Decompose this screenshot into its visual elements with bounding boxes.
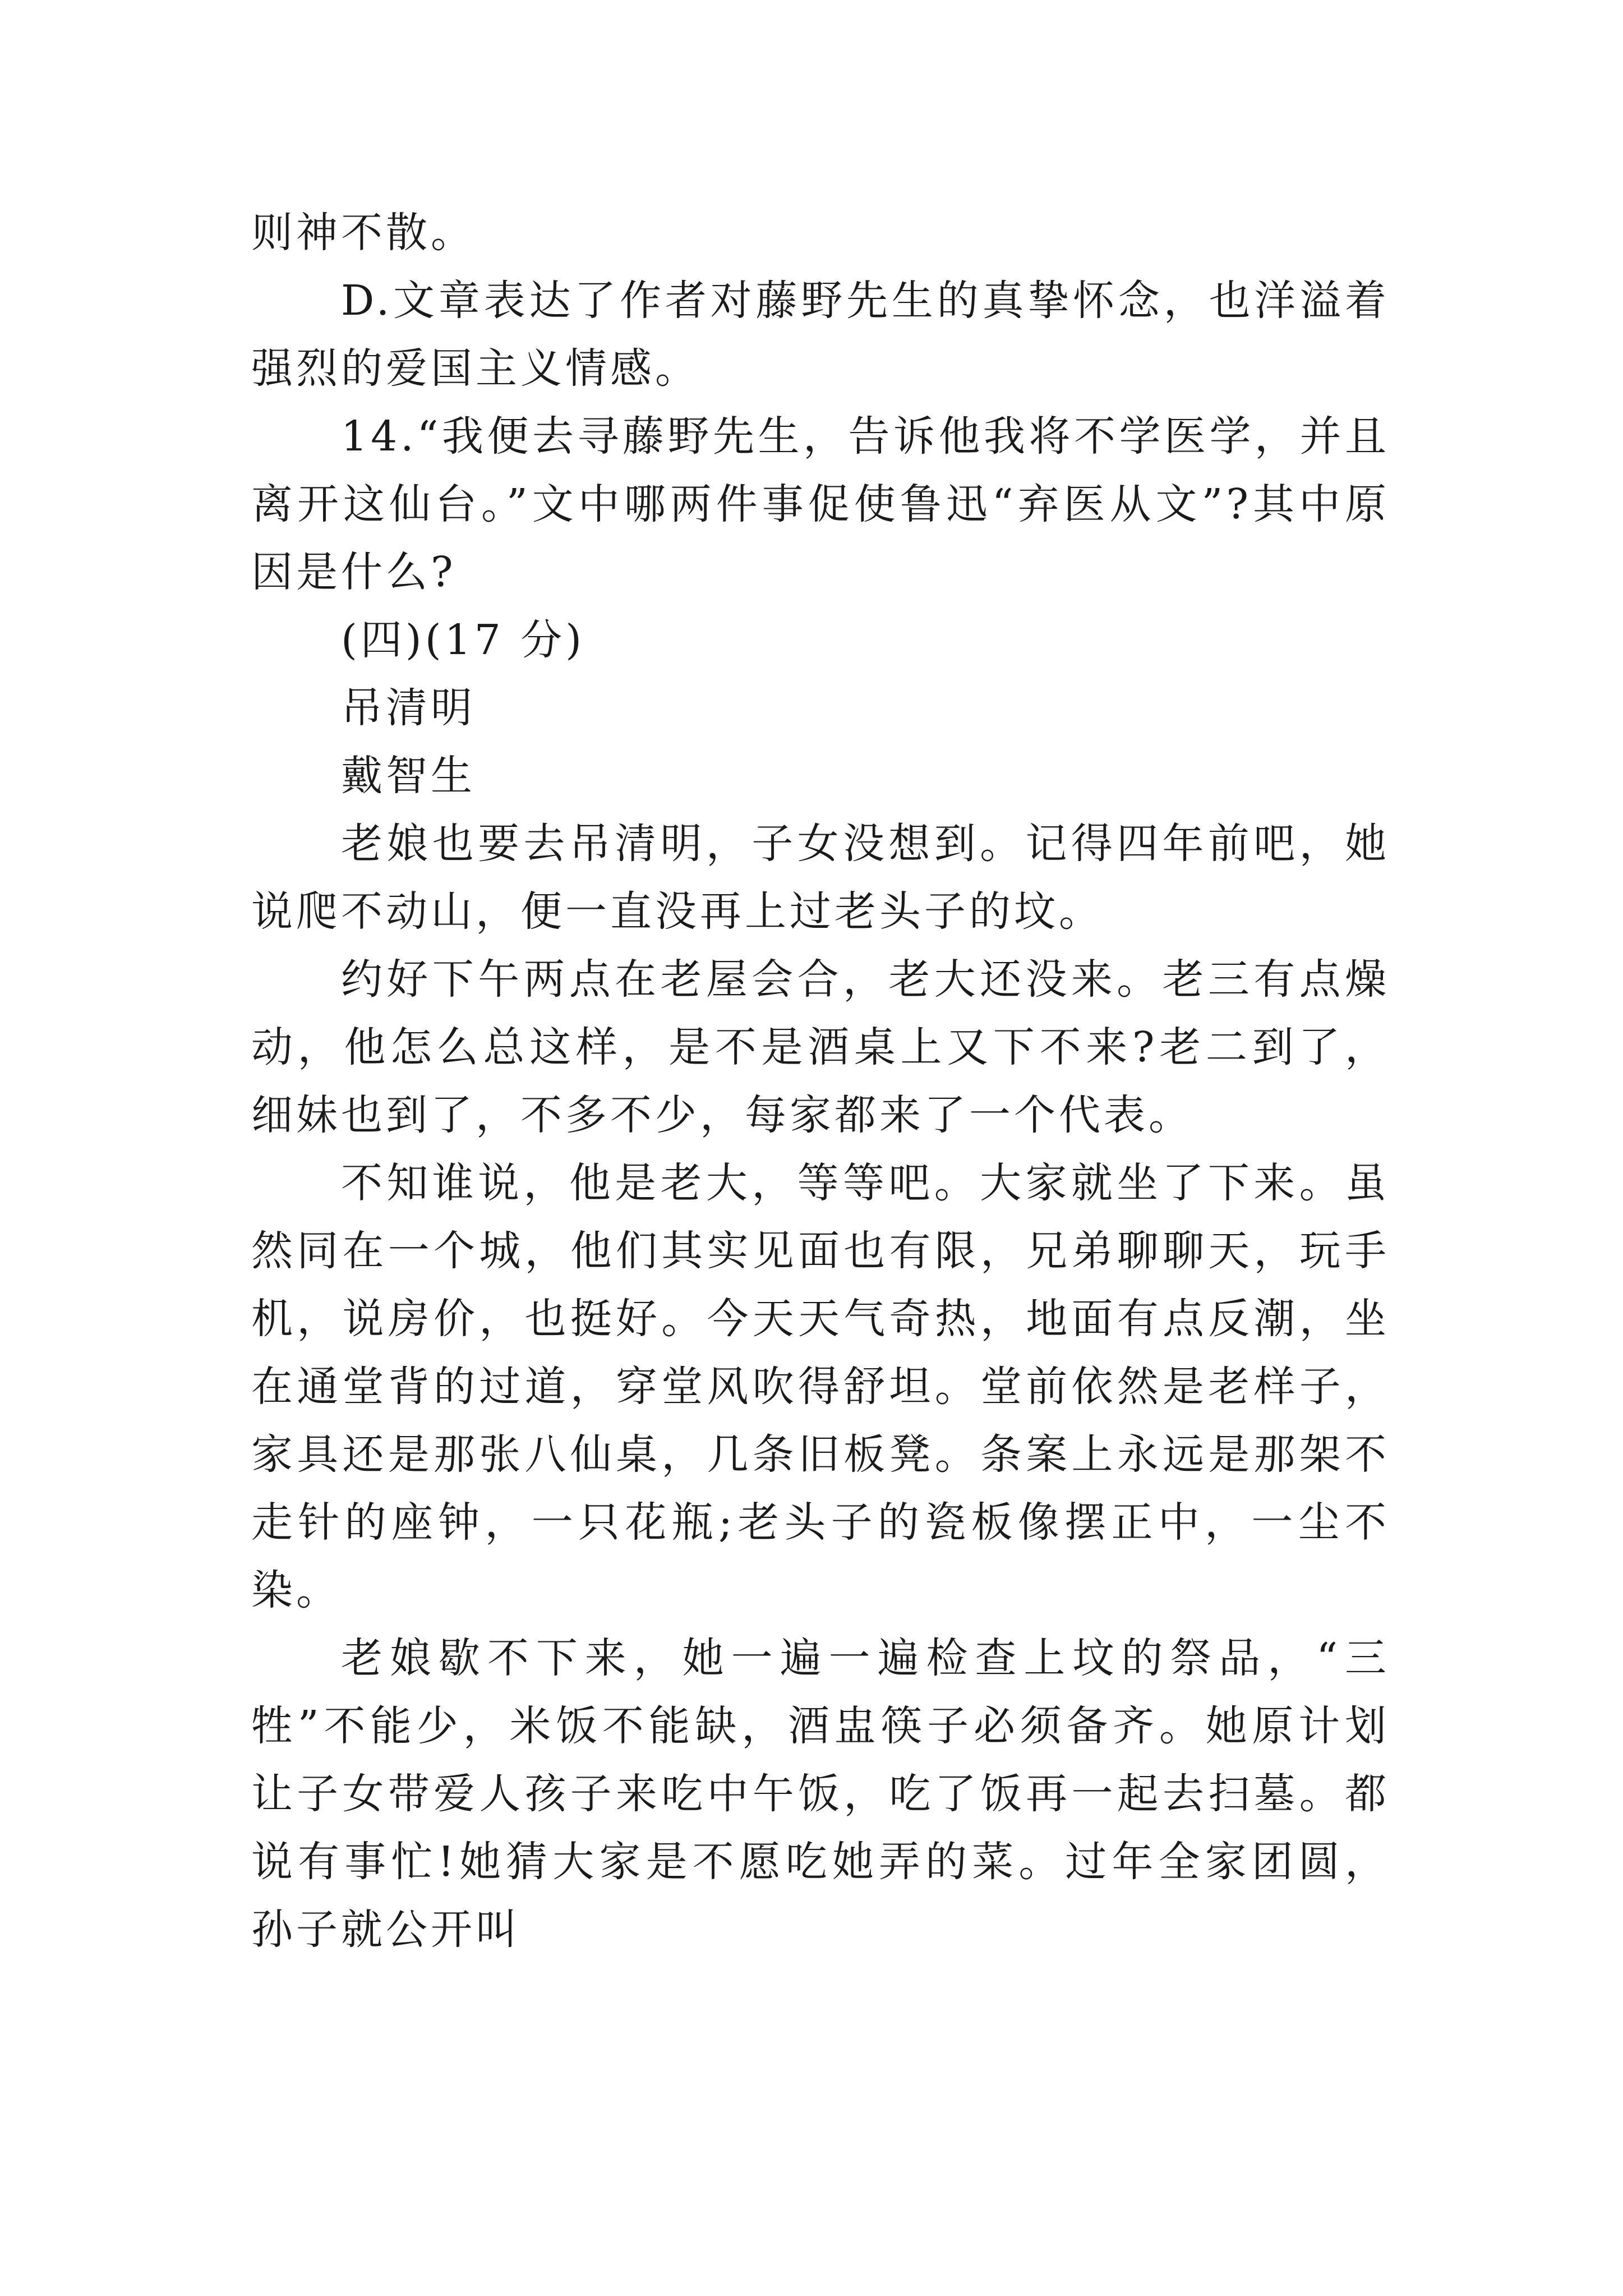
article-title: 吊清明 [341, 684, 476, 732]
document-body [251, 199, 1390, 1964]
answer-option-d: D.文章表达了作者对藤野先生的真挚怀念，也洋溢着强烈的爱国主义情感。 [251, 277, 1390, 393]
paragraph-continuation: 则神不散。 [251, 209, 476, 257]
article-paragraph: 不知谁说，他是老大，等等吧。大家就坐了下来。虽然同在一个城，他们其实见面也有限，兄弟聊聊天，玩手机，说房价，也挺好。今天天气奇热，地面有点反潮，坐在通堂背的过道，穿堂风吹得舒坦。堂前依然是老样子，家具还是那张八仙桌，几条旧板凳。条案上永远是那架不走针的座钟，一只花瓶;老头子的瓷板像摆正中，一尘不染。 [251, 1159, 1390, 1614]
article-paragraph: 约好下午两点在老屋会合，老大还没来。老三有点燥动，他怎么总这样，是不是酒桌上又下不来?老二到了，细妹也到了，不多不少，每家都来了一个代表。 [251, 955, 1390, 1139]
question-14: 14.“我便去寻藤野先生，告诉他我将不学医学，并且离开这仙台。”文中哪两件事促使鲁迅“弃医从文”?其中原因是什么? [251, 412, 1390, 596]
article-paragraph: 老娘歇不下来，她一遍一遍检查上坟的祭品，“三牲”不能少，米饭不能缺，酒盅筷子必须备齐。她原计划让子女带爱人孩子来吃中午饭，吃了饭再一起去扫墓。都说有事忙!她猜大家是不愿吃她弄的菜。过年全家团圆，孙子就公开叫 [251, 1634, 1390, 1954]
section-heading: (四)(17 分) [341, 616, 585, 664]
article-paragraph: 老娘也要去吊清明，子女没想到。记得四年前吧，她说爬不动山，便一直没再上过老头子的坟。 [251, 820, 1390, 936]
article-author: 戴智生 [341, 752, 476, 800]
